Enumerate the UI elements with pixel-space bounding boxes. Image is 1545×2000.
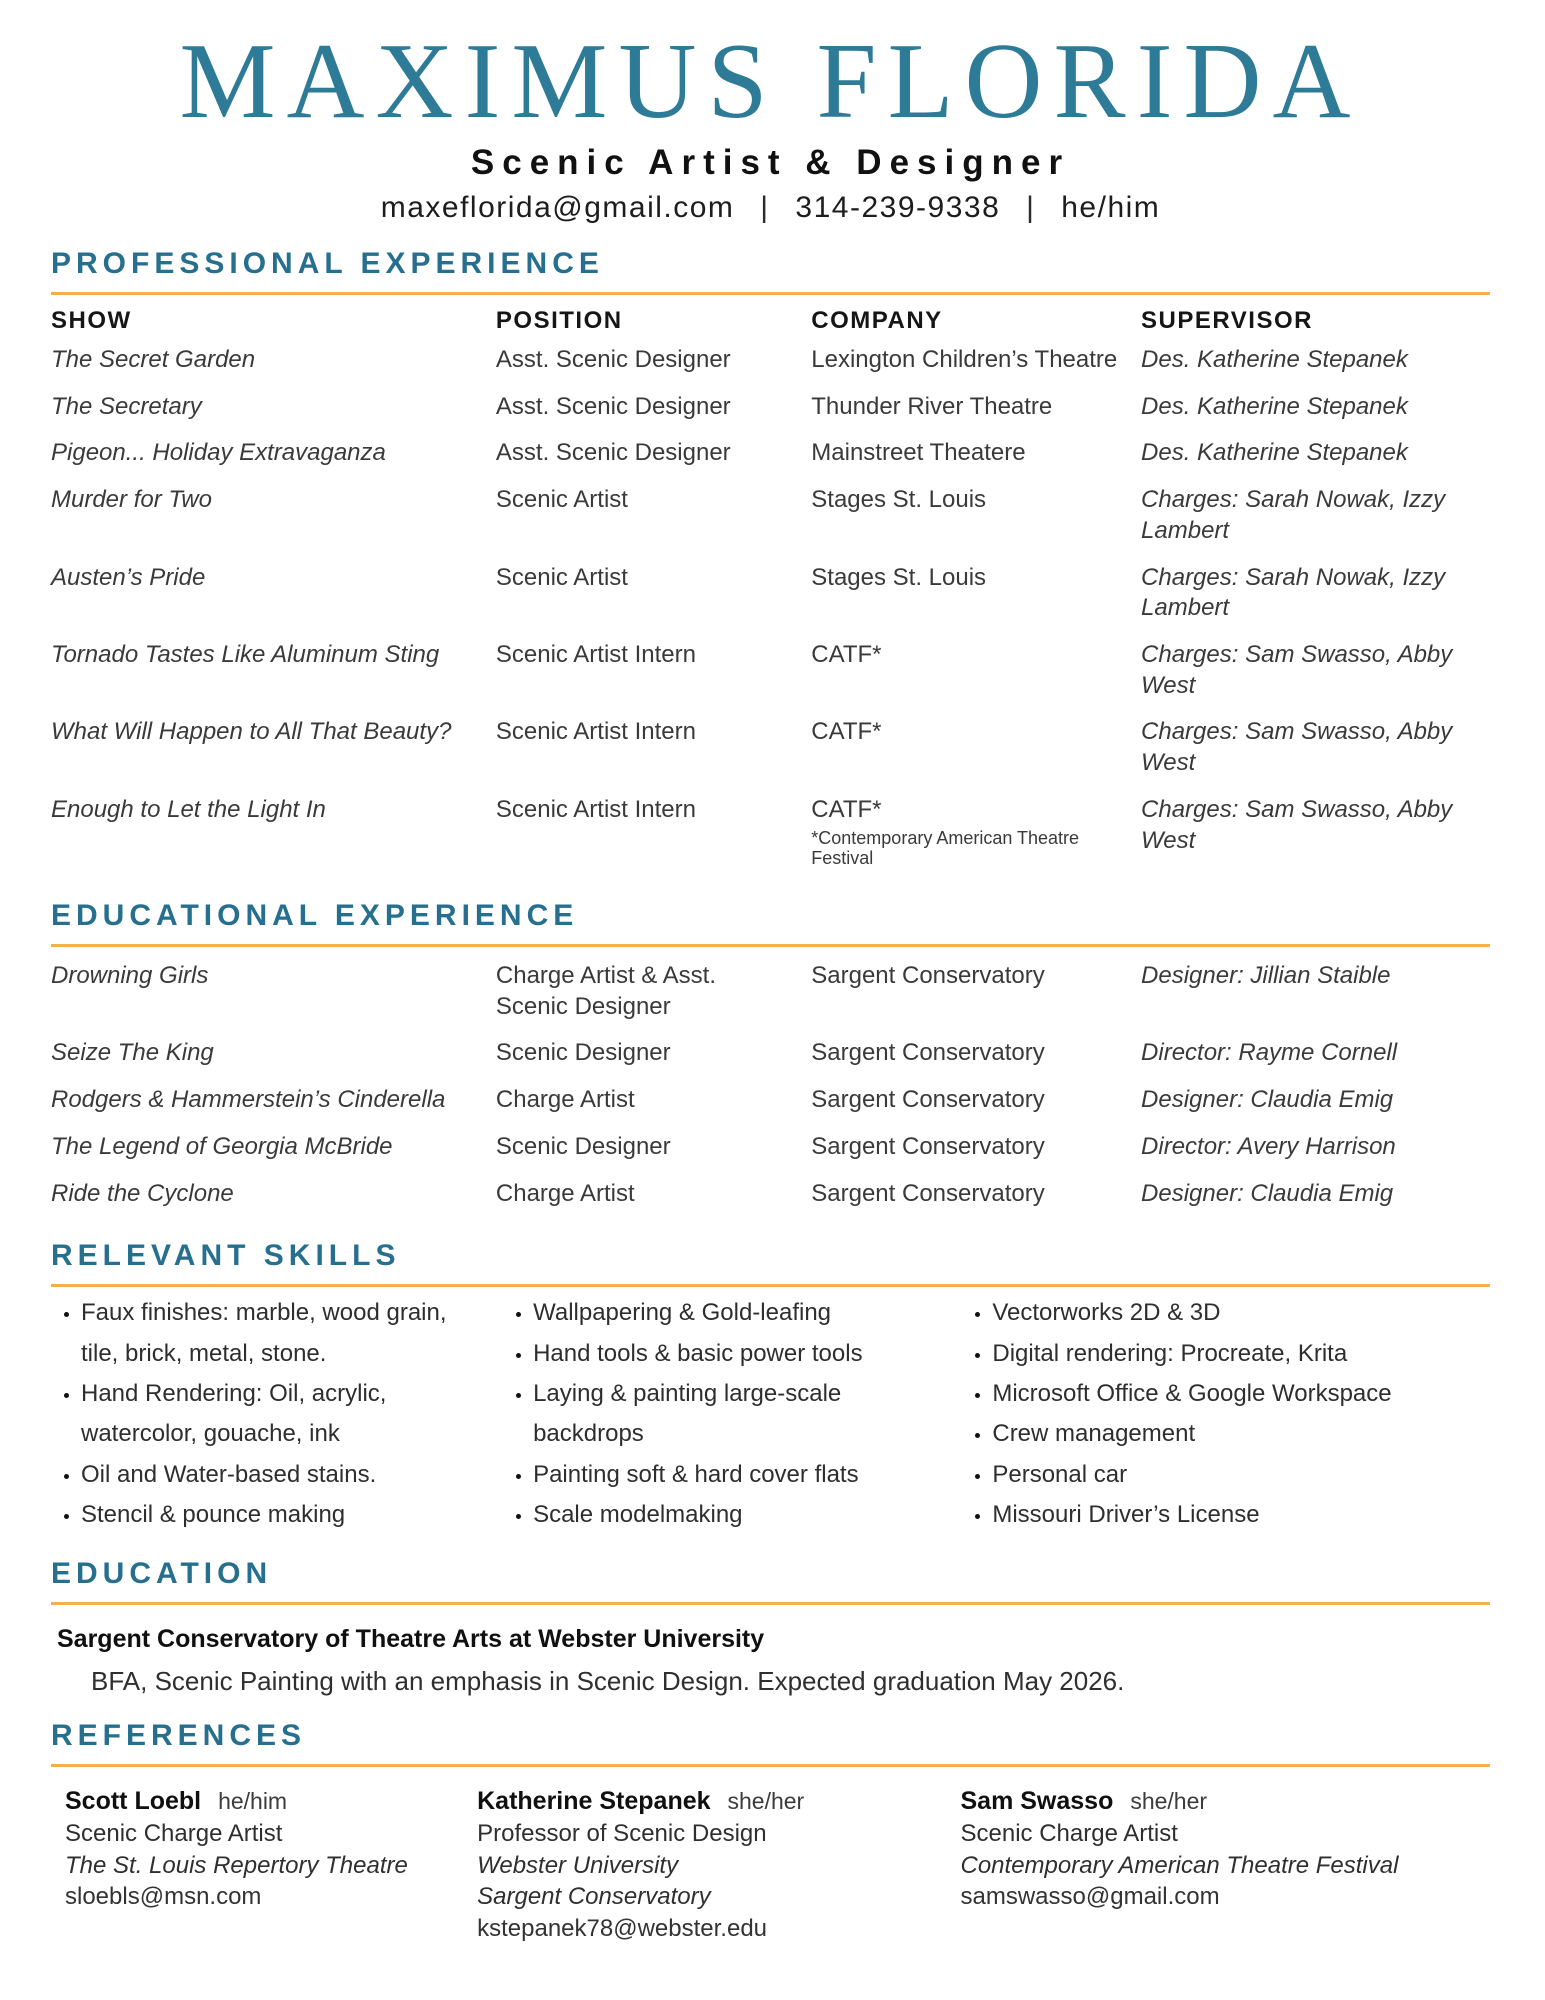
- company-name: Mainstreet Theatere: [811, 439, 1026, 467]
- company-cell: [811, 1124, 1135, 1171]
- supervisor-value: Charges: Sam Swasso, Abby West: [1141, 718, 1453, 777]
- skill-item: • Vectorworks 2D & 3D: [992, 1293, 1502, 1333]
- skill-item: • Hand Rendering: Oil, acrylic, watercolor, gouache, ink: [81, 1374, 497, 1455]
- reference-organization: Webster University: [477, 1851, 679, 1879]
- reference-name: Katherine Stepanek: [477, 1787, 711, 1816]
- supervisor-value: Des. Katherine Stepanek: [1141, 345, 1408, 373]
- position-value: Scenic Artist Intern: [495, 718, 696, 746]
- professional-experience-table: [51, 337, 1490, 877]
- supervisor-value: Charges: Sarah Nowak, Izzy Lambert: [1141, 563, 1446, 622]
- company-name: Sargent Conservatory: [811, 1132, 1045, 1160]
- experience-table-header: [51, 295, 1490, 337]
- show-title: Rodgers & Hammerstein’s Cinderella: [51, 1086, 446, 1114]
- experience-row: [51, 384, 1490, 431]
- section-relevant-skills: [51, 1239, 1490, 1535]
- supervisor-value: Designer: Jillian Staible: [1141, 961, 1391, 989]
- supervisor-value: Charges: Sam Swasso, Abby West: [1141, 640, 1453, 699]
- show-title: What Will Happen to All That Beauty?: [51, 718, 452, 746]
- company-cell: [811, 1171, 1135, 1218]
- position-value: Scenic Artist Intern: [495, 640, 696, 668]
- person-title: Scenic Artist & Designer: [470, 142, 1071, 182]
- skill-item: • Personal car: [992, 1455, 1502, 1495]
- company-name: Lexington Children’s Theatre: [811, 345, 1118, 373]
- supervisor-value: Charges: Sam Swasso, Abby West: [1141, 795, 1453, 854]
- show-title: Enough to Let the Light In: [51, 795, 326, 823]
- skill-item: • Digital rendering: Procreate, Krita: [992, 1334, 1502, 1374]
- company-name: Thunder River Theatre: [811, 392, 1053, 420]
- company-name: Sargent Conservatory: [811, 961, 1045, 989]
- reference-name: Sam Swasso: [960, 1787, 1114, 1816]
- experience-row: [51, 1171, 1490, 1218]
- column-header-show: SHOW: [51, 306, 132, 334]
- company-name: Stages St. Louis: [811, 486, 987, 514]
- company-name: Sargent Conservatory: [811, 1039, 1045, 1067]
- company-cell: [811, 787, 1135, 877]
- supervisor-value: Designer: Claudia Emig: [1141, 1086, 1394, 1114]
- reference-email: kstepanek78@webster.edu: [477, 1915, 768, 1943]
- skill-item: • Stencil & pounce making: [81, 1495, 497, 1535]
- reference-role: Professor of Scenic Design: [477, 1820, 767, 1848]
- experience-row: [51, 477, 1490, 554]
- show-title: The Secretary: [51, 392, 202, 420]
- position-value: Asst. Scenic Designer: [495, 345, 731, 373]
- skills-columns: [51, 1287, 1490, 1535]
- reference-organization: Contemporary American Theatre Festival: [960, 1851, 1399, 1879]
- section-education: [51, 1557, 1490, 1697]
- position-value: Scenic Artist: [495, 563, 628, 591]
- experience-row: [51, 1077, 1490, 1124]
- skill-item: • Faux finishes: marble, wood grain, tile, brick, metal, stone.: [81, 1293, 497, 1374]
- show-title: Ride the Cyclone: [51, 1179, 234, 1207]
- company-cell: [811, 1077, 1135, 1124]
- company-cell: [811, 555, 1135, 602]
- company-name: Sargent Conservatory: [811, 1179, 1045, 1207]
- company-cell: [811, 477, 1135, 524]
- experience-row: [51, 953, 1490, 1030]
- reference-name: Scott Loebl: [65, 1787, 202, 1816]
- company-name: Sargent Conservatory: [811, 1086, 1045, 1114]
- column-header-supervisor: SUPERVISOR: [1141, 306, 1313, 334]
- company-cell: [811, 632, 1135, 679]
- experience-row: [51, 1124, 1490, 1171]
- experience-row: [51, 337, 1490, 384]
- supervisor-value: Designer: Claudia Emig: [1141, 1179, 1394, 1207]
- contact-pronouns: he/him: [1061, 190, 1161, 224]
- reference-card: [65, 1785, 471, 1945]
- reference-role: Scenic Charge Artist: [65, 1820, 283, 1848]
- skills-column-1: [51, 1293, 497, 1535]
- education-school: Sargent Conservatory of Theatre Arts at Webster University: [57, 1625, 765, 1654]
- reference-pronouns: she/her: [1130, 1788, 1208, 1815]
- contact-separator: |: [760, 190, 770, 224]
- company-cell: [811, 337, 1135, 384]
- skill-item: • Missouri Driver’s License: [992, 1495, 1502, 1535]
- reference-card: [961, 1785, 1503, 1945]
- reference-email: samswasso@gmail.com: [960, 1883, 1220, 1911]
- position-value: Scenic Designer: [495, 1132, 671, 1160]
- reference-email: sloebls@msn.com: [65, 1883, 262, 1911]
- reference-pronouns: he/him: [218, 1788, 288, 1815]
- company-name: CATF*: [811, 795, 882, 823]
- contact-line: [51, 191, 1490, 225]
- section-references: [51, 1719, 1490, 1945]
- show-title: Austen’s Pride: [51, 563, 206, 591]
- reference-card: [477, 1785, 954, 1945]
- reference-role: Scenic Charge Artist: [960, 1820, 1178, 1848]
- show-title: Pigeon... Holiday Extravaganza: [51, 439, 386, 467]
- reference-organization-2: Sargent Conservatory: [477, 1883, 711, 1911]
- contact-email: maxeflorida@gmail.com: [380, 190, 735, 224]
- skill-item: • Oil and Water-based stains.: [81, 1455, 497, 1495]
- reference-name-line: [477, 1785, 954, 1818]
- section-heading-educational: EDUCATIONAL EXPERIENCE: [51, 898, 579, 932]
- section-heading-skills: RELEVANT SKILLS: [51, 1239, 401, 1273]
- skill-item: • Wallpapering & Gold-leafing: [533, 1293, 956, 1333]
- resume-header: [51, 22, 1490, 225]
- position-value: Charge Artist & Asst. Scenic Designer: [495, 961, 716, 1020]
- skills-column-2: [503, 1293, 956, 1535]
- position-value: Scenic Artist Intern: [495, 795, 696, 823]
- position-value: Asst. Scenic Designer: [495, 439, 731, 467]
- company-cell: [811, 709, 1135, 756]
- contact-separator: |: [1026, 190, 1036, 224]
- reference-name-line: [65, 1785, 471, 1818]
- position-value: Scenic Designer: [495, 1039, 671, 1067]
- company-cell: [811, 953, 1135, 1000]
- section-professional-experience: [51, 247, 1490, 877]
- column-header-company: COMPANY: [811, 306, 943, 334]
- experience-row: [51, 632, 1490, 709]
- skill-item: • Painting soft & hard cover flats: [533, 1455, 956, 1495]
- company-cell: [811, 430, 1135, 477]
- show-title: The Legend of Georgia McBride: [51, 1132, 393, 1160]
- position-value: Charge Artist: [495, 1179, 635, 1207]
- supervisor-value: Des. Katherine Stepanek: [1141, 392, 1408, 420]
- skill-item: • Crew management: [992, 1414, 1502, 1454]
- position-value: Asst. Scenic Designer: [495, 392, 731, 420]
- supervisor-value: Des. Katherine Stepanek: [1141, 439, 1408, 467]
- supervisor-value: Charges: Sarah Nowak, Izzy Lambert: [1141, 486, 1446, 544]
- show-title: The Secret Garden: [51, 345, 256, 373]
- company-cell: [811, 384, 1135, 431]
- company-cell: [811, 1030, 1135, 1077]
- show-title: Tornado Tastes Like Aluminum Sting: [51, 640, 440, 668]
- experience-row: [51, 430, 1490, 477]
- company-name: Stages St. Louis: [811, 563, 987, 591]
- skills-column-3: [962, 1293, 1502, 1535]
- educational-experience-table: [51, 947, 1490, 1217]
- education-degree: BFA, Scenic Painting with an emphasis in Scenic Design. Expected graduation May 2026.: [91, 1666, 1125, 1697]
- reference-name-line: [961, 1785, 1503, 1818]
- show-title: Murder for Two: [51, 486, 212, 514]
- reference-organization: The St. Louis Repertory Theatre: [65, 1851, 408, 1879]
- experience-row: [51, 1030, 1490, 1077]
- skill-item: • Laying & painting large-scale backdrops: [533, 1374, 956, 1455]
- position-value: Charge Artist: [495, 1086, 635, 1114]
- show-title: Seize The King: [51, 1039, 214, 1067]
- skill-item: • Microsoft Office & Google Workspace: [992, 1374, 1502, 1414]
- show-title: Drowning Girls: [51, 961, 209, 989]
- position-value: Scenic Artist: [495, 486, 628, 514]
- experience-row: [51, 787, 1490, 877]
- supervisor-value: Director: Avery Harrison: [1141, 1132, 1396, 1160]
- supervisor-value: Director: Rayme Cornell: [1141, 1039, 1398, 1067]
- reference-pronouns: she/her: [727, 1788, 805, 1815]
- experience-row: [51, 555, 1490, 632]
- experience-row: [51, 709, 1490, 786]
- section-heading-professional: PROFESSIONAL EXPERIENCE: [51, 246, 604, 280]
- company-name: CATF*: [811, 640, 882, 668]
- section-heading-references: REFERENCES: [51, 1719, 307, 1753]
- column-header-position: POSITION: [495, 306, 623, 334]
- skill-item: • Scale modelmaking: [533, 1495, 956, 1535]
- section-educational-experience: [51, 899, 1490, 1217]
- section-divider: [51, 1602, 1490, 1605]
- company-name: CATF*: [811, 718, 882, 746]
- contact-phone: 314-239-9338: [795, 190, 1001, 224]
- person-name: MAXIMUS FLORIDA: [179, 22, 1362, 141]
- company-footnote: *Contemporary American Theatre Festival: [811, 827, 1080, 869]
- section-heading-education: EDUCATION: [51, 1557, 273, 1591]
- references-list: [51, 1767, 1490, 1945]
- skill-item: • Hand tools & basic power tools: [533, 1334, 956, 1374]
